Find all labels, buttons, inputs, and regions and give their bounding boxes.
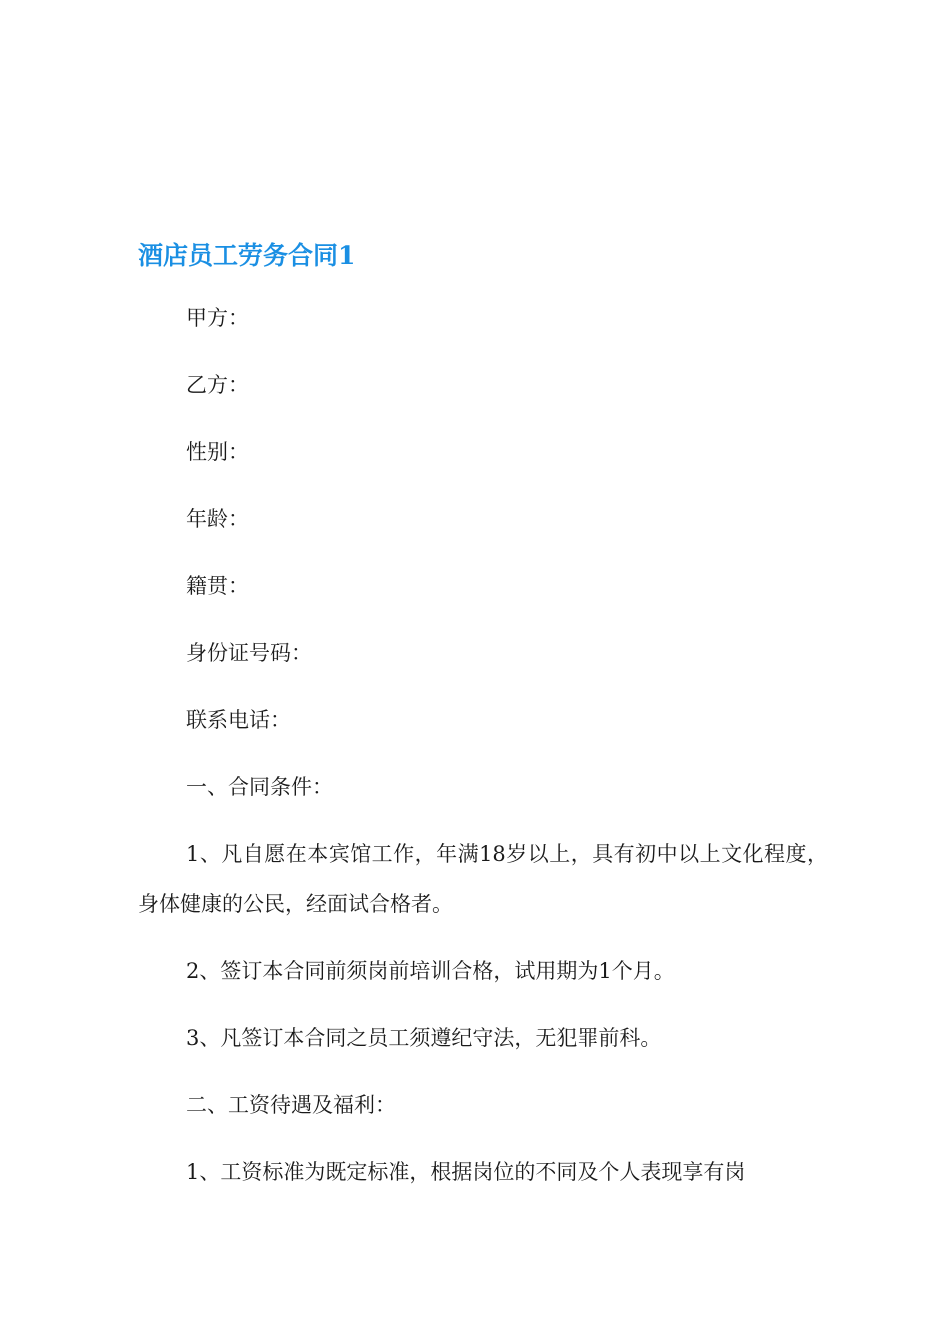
field-id-number: 身份证号码： [186,641,312,665]
section-2-heading: 二、工资待遇及福利： [186,1093,396,1117]
section-1-item-1: 1、凡自愿在本宾馆工作，年满18岁以上，具有初中以上文化程度，身体健康的公民，经面试合格者。 [138,842,828,916]
section-1-item-3: 3、凡签订本合同之员工须遵纪守法，无犯罪前科。 [186,1026,662,1050]
field-phone: 联系电话： [186,708,291,732]
field-age: 年龄： [186,507,249,531]
field-party-a: 甲方： [186,306,249,330]
field-party-b: 乙方： [186,373,249,397]
section-1-item-2: 2、签订本合同前须岗前培训合格，试用期为1个月。 [186,959,675,983]
field-gender: 性别： [186,440,249,464]
field-hometown: 籍贯： [186,574,249,598]
section-1-heading: 一、合同条件： [186,775,333,799]
section-2-item-1: 1、工资标准为既定标准，根据岗位的不同及个人表现享有岗 [186,1160,746,1184]
document-title: 酒店员工劳务合同1 [138,241,356,270]
